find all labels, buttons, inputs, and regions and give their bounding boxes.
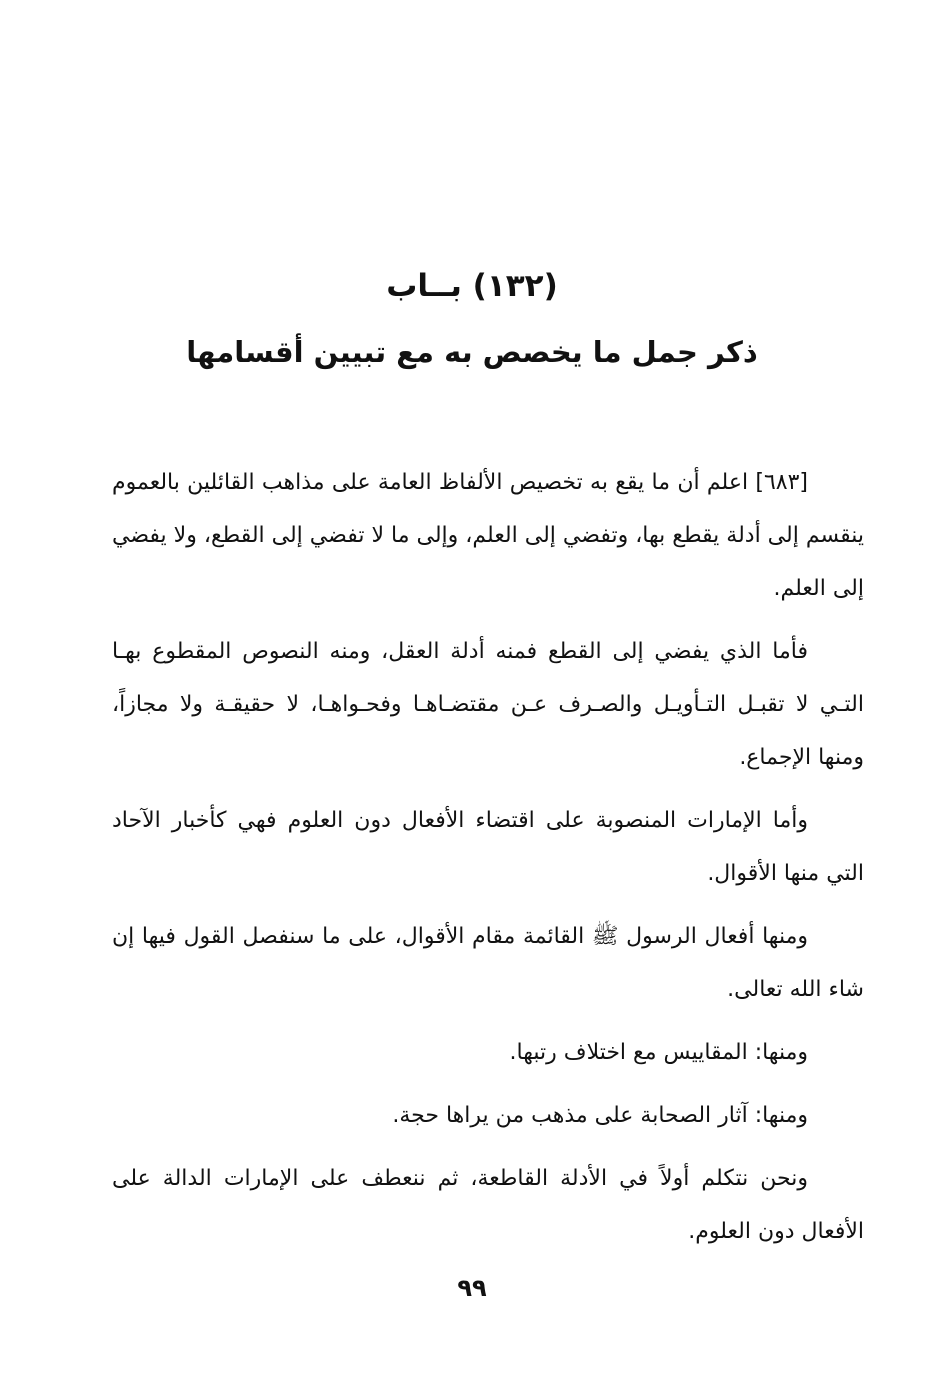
paragraph-prophet-actions: ومنها أفعال الرسول ﷺ القائمة مقام الأقوال، على ما سنفصل القول فيها إن شاء الله تعالى.: [112, 924, 864, 1002]
body-text: [112, 456, 864, 1268]
paragraph-analogies: ومنها: المقاييس مع اختلاف رتبها.: [509, 1040, 808, 1065]
chapter-number-heading: (١٣٢) بــاب: [386, 268, 558, 304]
paragraph-683-intro: [٦٨٣] اعلم أن ما يقع به تخصيص الألفاظ العامة على مذاهب القائلين بالعموم ينقسم إلى أدلة يقطع بها، وتفضي إلى العلم، وإلى ما لا تفضي إلى القطع، ولا يفضي إلى العلم.: [112, 470, 864, 601]
paragraph-conclusion: ونحن نتكلم أولاً في الأدلة القاطعة، ثم ننعطف على الإمارات الدالة على الأفعال دون العلوم.: [112, 1166, 864, 1244]
paragraph-indicators: وأما الإمارات المنصوبة على اقتضاء الأفعال دون العلوم فهي كأخبار الآحاد التي منها الأقوال.: [112, 808, 864, 886]
chapter-title-heading: ذكر جمل ما يخصص به مع تبيين أقسامها: [186, 335, 758, 369]
paragraph-companion-reports: ومنها: آثار الصحابة على مذهب من يراها حجة.: [392, 1103, 808, 1128]
page-number: ٩٩: [457, 1274, 487, 1302]
paragraph-definitive-evidence: فأما الذي يفضي إلى القطع فمنه أدلة العقل، ومنه النصوص المقطوع بهـا التـي لا تقبـل التـأويـل والصـرف عـن مقتضـاهـا وفحـواهـا، لا حقيقـة ولا مجازاً، ومنها الإجماع.: [112, 639, 864, 770]
